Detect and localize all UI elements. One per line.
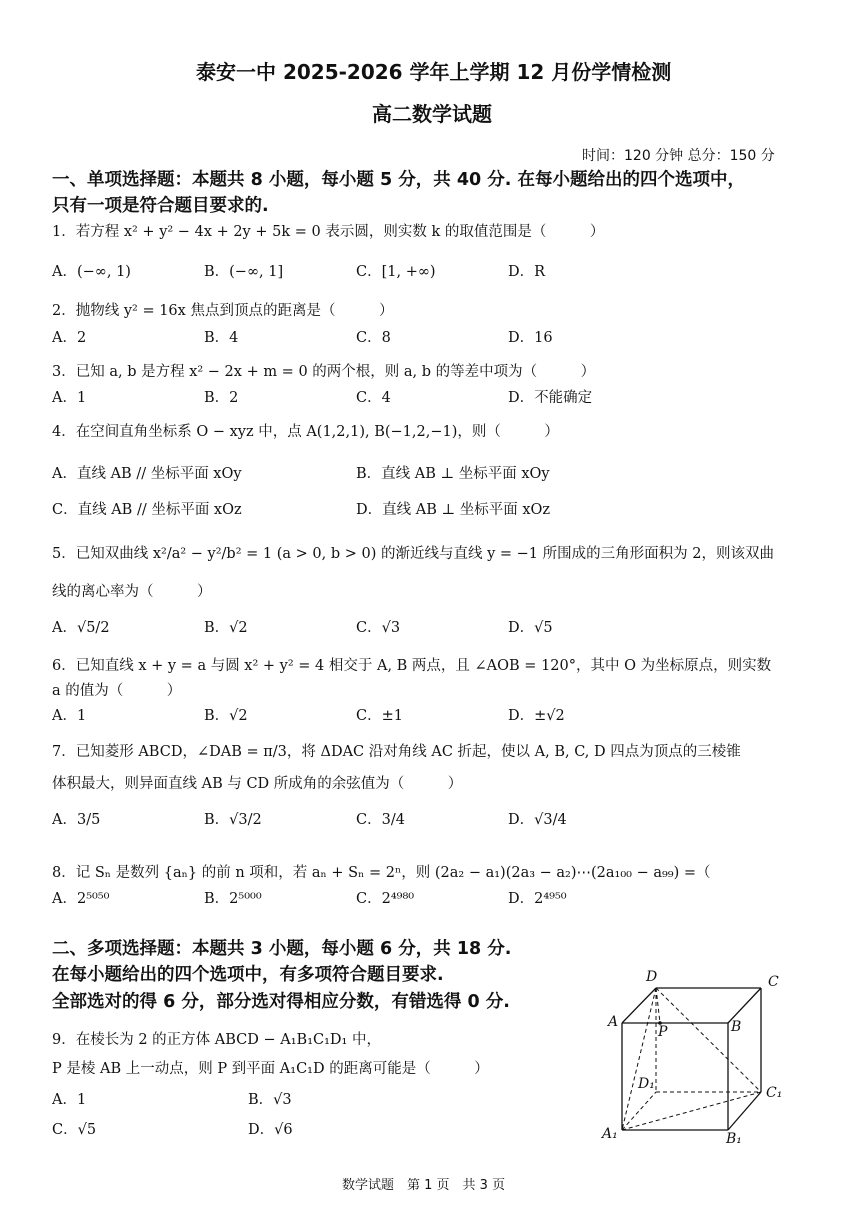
question-5-option-a[interactable]: A．√5/2 <box>52 620 110 636</box>
cube-figure <box>598 968 798 1153</box>
label-C1: C₁ <box>766 1085 783 1101</box>
edge-AD <box>622 988 656 1023</box>
question-2-option-d[interactable]: D．16 <box>508 330 553 346</box>
page-footer: 数学试题 第 1 页 共 3 页 <box>342 1178 506 1193</box>
line-A1C1 <box>622 1092 761 1130</box>
question-8-stem: 8．记 Sₙ 是数列 {aₙ} 的前 n 项和，若 aₙ + Sₙ = 2ⁿ，则 (2a₂ − a₁)(2a₃ − a₂)⋯(2a₁₀₀ − a₉₉) =（ <box>52 865 711 881</box>
question-2-stem: 2．抛物线 y² = 16x 焦点到顶点的距离是（ ） <box>52 303 394 319</box>
question-3-option-d[interactable]: D．不能确定 <box>508 390 593 406</box>
question-7-option-a[interactable]: A．3/5 <box>52 812 101 828</box>
line-DP <box>656 988 660 1023</box>
question-9-stem-line1: 9．在棱长为 2 的正方体 ABCD − A₁B₁C₁D₁ 中， <box>52 1032 381 1048</box>
exam-title: 泰安一中 2025-2026 学年上学期 12 月份学情检测 <box>196 60 672 84</box>
question-4-option-c[interactable]: C．直线 AB // 坐标平面 xOz <box>52 502 242 518</box>
question-1-option-d[interactable]: D．R <box>508 264 546 280</box>
edge-B1C1 <box>728 1092 761 1130</box>
line-DC1 <box>656 988 761 1092</box>
question-6-stem-line1: 6．已知直线 x + y = a 与圆 x² + y² = 4 相交于 A, B 两点，且 ∠AOB = 120°，其中 O 为坐标原点，则实数 <box>52 658 772 674</box>
question-4-stem: 4．在空间直角坐标系 O − xyz 中，点 A(1,2,1), B(−1,2,−1)，则（ ） <box>52 424 559 440</box>
question-1-option-b[interactable]: B．(−∞, 1] <box>204 264 284 280</box>
section2-heading-line3: 全部选对的得 6 分，部分选对得相应分数，有错选得 0 分. <box>52 992 510 1012</box>
label-B: B <box>731 1019 742 1035</box>
question-2-option-a[interactable]: A．2 <box>52 330 87 346</box>
question-9-option-c[interactable]: C．√5 <box>52 1122 97 1138</box>
question-6-option-c[interactable]: C．±1 <box>356 708 403 724</box>
question-7-option-d[interactable]: D．√3/4 <box>508 812 567 828</box>
question-8-option-b[interactable]: B．2⁵⁰⁰⁰ <box>204 891 262 907</box>
question-7-option-b[interactable]: B．√3/2 <box>204 812 262 828</box>
question-9-stem-line2: P 是棱 AB 上一动点，则 P 到平面 A₁C₁D 的距离可能是（ ） <box>52 1061 489 1077</box>
line-DA1 <box>622 988 656 1130</box>
question-3-option-b[interactable]: B．2 <box>204 390 239 406</box>
question-5-option-d[interactable]: D．√5 <box>508 620 553 636</box>
question-5-option-b[interactable]: B．√2 <box>204 620 248 636</box>
question-3-option-c[interactable]: C．4 <box>356 390 391 406</box>
label-D1: D₁ <box>638 1076 655 1092</box>
question-5-stem-line2: 线的离心率为（ ） <box>52 584 212 600</box>
question-2-option-c[interactable]: C．8 <box>356 330 391 346</box>
question-9-option-a[interactable]: A．1 <box>52 1092 87 1108</box>
question-4-option-a[interactable]: A．直线 AB // 坐标平面 xOy <box>52 466 242 482</box>
question-9-option-b[interactable]: B．√3 <box>248 1092 292 1108</box>
question-8-option-d[interactable]: D．2⁴⁹⁵⁰ <box>508 891 567 907</box>
question-6-option-a[interactable]: A．1 <box>52 708 87 724</box>
label-B1: B₁ <box>726 1131 742 1147</box>
label-A1: A₁ <box>602 1126 618 1142</box>
question-1-option-c[interactable]: C．[1, +∞) <box>356 264 436 280</box>
label-P: P <box>658 1024 668 1040</box>
edge-BC <box>728 988 761 1023</box>
section2-heading-line1: 二、多项选择题：本题共 3 小题，每小题 6 分，共 18 分. <box>52 939 512 959</box>
question-5-option-c[interactable]: C．√3 <box>356 620 401 636</box>
question-4-option-d[interactable]: D．直线 AB ⊥ 坐标平面 xOz <box>356 502 551 518</box>
question-6-option-d[interactable]: D．±√2 <box>508 708 565 724</box>
question-3-stem: 3．已知 a, b 是方程 x² − 2x + m = 0 的两个根，则 a, b 的等差中项为（ ） <box>52 364 596 380</box>
question-3-option-a[interactable]: A．1 <box>52 390 87 406</box>
question-4-option-b[interactable]: B．直线 AB ⊥ 坐标平面 xOy <box>356 466 550 482</box>
question-7-option-c[interactable]: C．3/4 <box>356 812 405 828</box>
exam-subtitle: 高二数学试题 <box>372 102 492 126</box>
question-1-stem: 1．若方程 x² + y² − 4x + 2y + 5k = 0 表示圆，则实数 k 的取值范围是（ ） <box>52 224 605 240</box>
label-C: C <box>768 974 779 990</box>
question-9-option-d[interactable]: D．√6 <box>248 1122 293 1138</box>
exam-info: 时间：120 分钟 总分：150 分 <box>582 148 775 164</box>
question-7-stem-line1: 7．已知菱形 ABCD，∠DAB = π/3，将 ΔDAC 沿对角线 AC 折起，使以 A, B, C, D 四点为顶点的三棱锥 <box>52 744 741 760</box>
question-8-option-a[interactable]: A．2⁵⁰⁵⁰ <box>52 891 110 907</box>
section1-heading-line2: 只有一项是符合题目要求的. <box>52 196 269 216</box>
question-7-stem-line2: 体积最大，则异面直线 AB 与 CD 所成角的余弦值为（ ） <box>52 776 463 792</box>
edge-A1D1 <box>622 1092 656 1130</box>
question-5-stem-line1: 5．已知双曲线 x²/a² − y²/b² = 1 (a > 0, b > 0) 的渐近线与直线 y = −1 所围成的三角形面积为 2，则该双曲 <box>52 546 774 562</box>
question-6-stem-line2: a 的值为（ ） <box>52 683 182 699</box>
label-A: A <box>608 1014 619 1030</box>
section1-heading-line1: 一、单项选择题：本题共 8 小题，每小题 5 分，共 40 分. 在每小题给出的四个选项中， <box>52 170 745 190</box>
section2-heading-line2: 在每小题给出的四个选项中，有多项符合题目要求. <box>52 965 444 985</box>
question-8-option-c[interactable]: C．2⁴⁹⁸⁰ <box>356 891 415 907</box>
question-2-option-b[interactable]: B．4 <box>204 330 239 346</box>
label-D: D <box>646 969 658 985</box>
question-6-option-b[interactable]: B．√2 <box>204 708 248 724</box>
question-1-option-a[interactable]: A．(−∞, 1) <box>52 264 131 280</box>
